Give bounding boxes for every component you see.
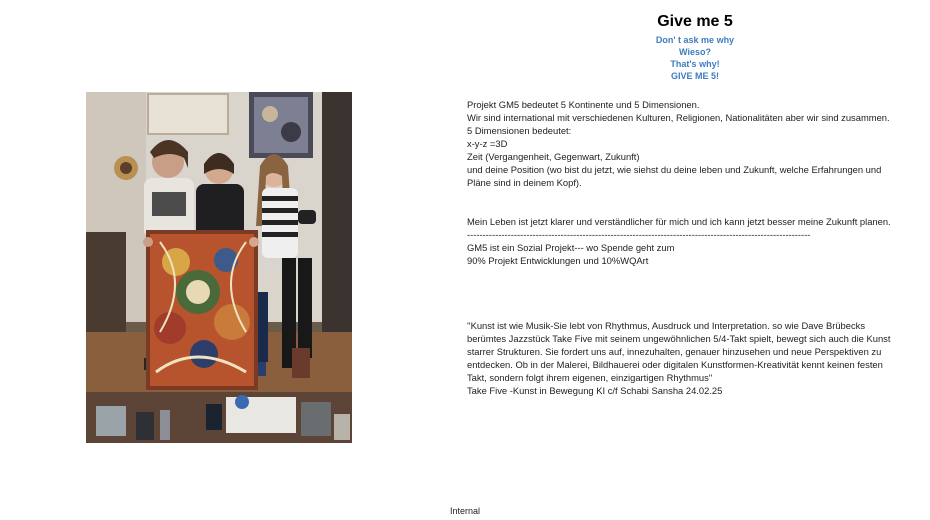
intro-line: und deine Position (wo bist du jetzt, wie siehst du deine leben und Zukunft, welche Erfahrungen und: [467, 164, 882, 175]
article-text: [467, 98, 927, 397]
intro-line: Projekt GM5 bedeutet 5 Kontinente und 5 Dimensionen.: [467, 99, 700, 110]
quote-signature: Take Five -Kunst in Bewegung KI c/f Schabi Sansha 24.02.25: [467, 385, 723, 396]
subtitle-line: That's why!: [670, 59, 720, 69]
middle-line: 90% Projekt Entwicklungen und 10%WQArt: [467, 255, 649, 266]
footer-classification: Internal: [449, 506, 481, 516]
quote-block: [467, 319, 927, 397]
subtitle-line: GIVE ME 5!: [670, 71, 719, 81]
intro-line: Pläne sind in deinem Kopf).: [467, 177, 582, 188]
title-block: [600, 12, 790, 82]
subtitle-line: Don' t ask me why: [655, 35, 735, 45]
quote-line: starrer Strukturen. Sie fordert uns auf, innezuhalten, genauer hinzusehen und neue Perspektiven zu: [467, 346, 882, 357]
divider-line: --------------------------------------------------------------------------------------------------------------: [467, 229, 811, 240]
page-title: Give me 5: [657, 13, 733, 30]
quote-line: entdecken. Ob in der Malerei, Bildhauerei oder digitalen Kunstformen-Kreativität kennt keinen festen: [467, 359, 883, 370]
group-photo: [86, 92, 352, 443]
quote-line: ''Kunst ist wie Musik-Sie lebt von Rhythmus, Ausdruck und Interpretation. so wie Dave Brübecks: [467, 320, 866, 331]
quote-line: berümtes Jazzstück Take Five mit seinem ungewöhnlichen 5/4-Takt spielt, bewegt sich auch die Kunst: [467, 333, 891, 344]
middle-line: Mein Leben ist jetzt klarer und verständlicher für mich und ich kann jetzt besser meine Zukunft planen.: [467, 216, 891, 227]
intro-line: x-y-z =3D: [467, 138, 508, 149]
intro-line: 5 Dimensionen bedeutet:: [467, 125, 572, 136]
subtitle-line: Wieso?: [679, 47, 711, 57]
middle-line: GM5 ist ein Sozial Projekt--- wo Spende geht zum: [467, 242, 675, 253]
intro-line: Wir sind international mit verschiedenen Kulturen, Religionen, Nationalitäten aber wir sind zusammen.: [467, 112, 890, 123]
intro-line: Zeit (Vergangenheit, Gegenwart, Zukunft): [467, 151, 640, 162]
quote-line: Takt, sondern folgt ihrem eigenen, einzigartigen Rhythmus'': [467, 372, 713, 383]
